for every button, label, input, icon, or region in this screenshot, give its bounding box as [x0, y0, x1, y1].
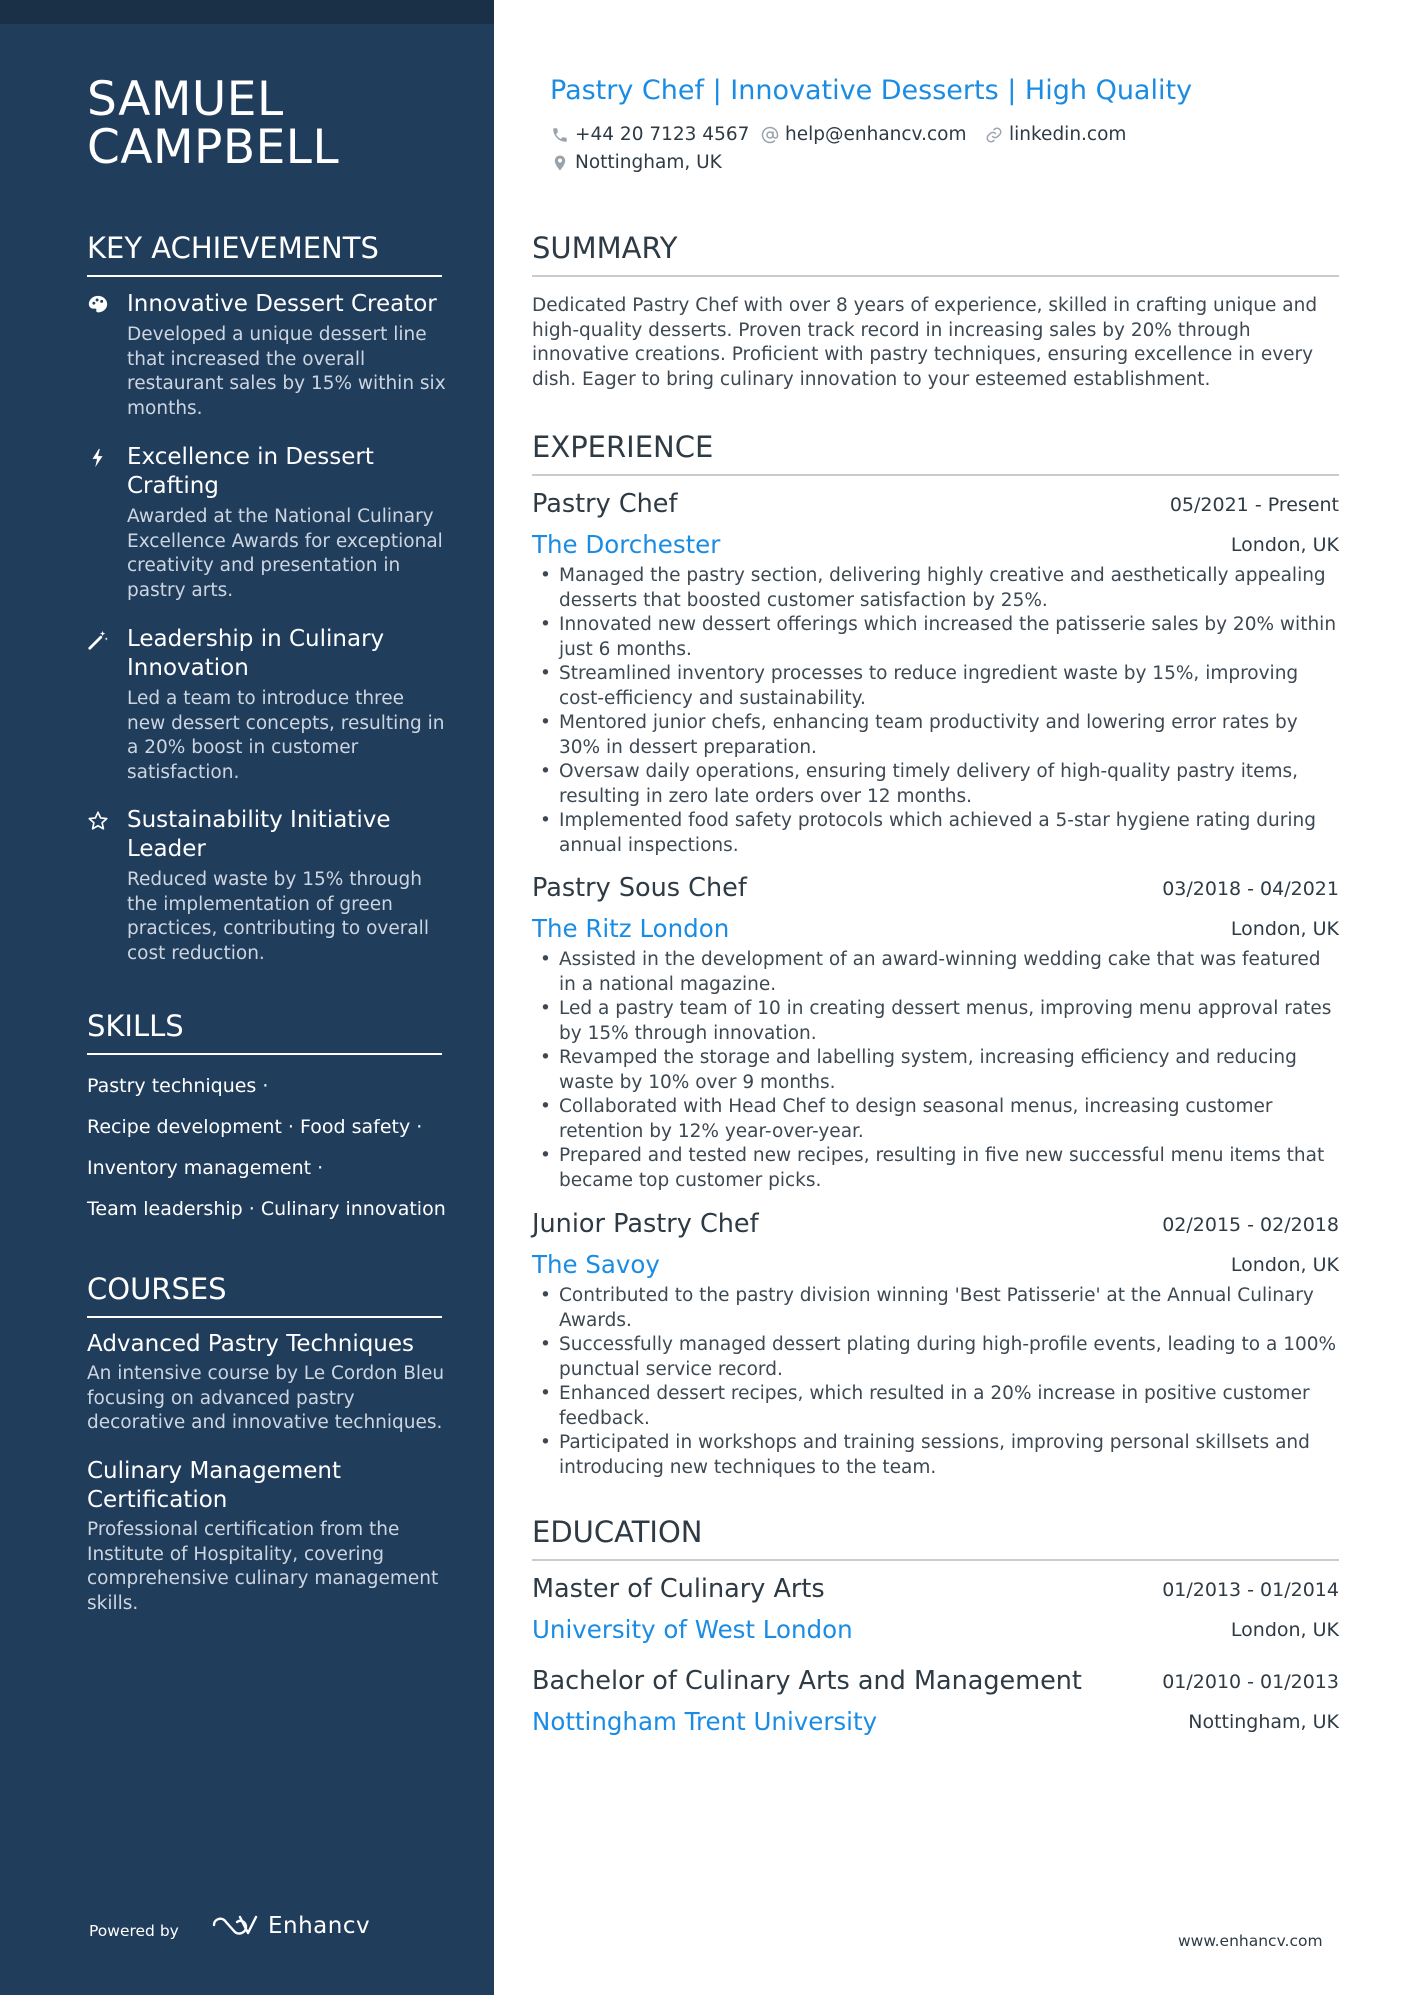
lightning-icon [87, 447, 109, 469]
magic-wand-icon [87, 629, 109, 651]
powered-by-label: Powered by [89, 1922, 179, 1940]
headline: Pastry Chef | Innovative Desserts | High Quality [550, 75, 1193, 106]
achievement-item [87, 443, 447, 603]
experience-heading: EXPERIENCE [532, 430, 1339, 476]
job-location: London, UK [1230, 1254, 1339, 1276]
company-name: The Ritz London [532, 914, 730, 943]
course-item [87, 1330, 447, 1436]
bullet-item: • Revamped the storage and labelling system, increasing efficiency and reducing waste by 10% over 9 months. [532, 1046, 1339, 1095]
phone-contact[interactable] [551, 124, 749, 145]
achievement-title: Leadership in Culinary Innovation [127, 626, 385, 681]
bullet-item: • Managed the pastry section, delivering highly creative and aesthetically appealing desserts that boosted customer satisfaction by 25%. [532, 564, 1339, 613]
bullet-item: • Innovated new dessert offerings which increased the patisserie sales by 20% within just 6 months. [532, 613, 1339, 662]
bullet-item: • Contributed to the pastry division winning 'Best Patisserie' at the Annual Culinary Awards. [532, 1284, 1339, 1333]
achievement-desc: Led a team to introduce three new dessert concepts, resulting in a 20% boost in customer satisfaction. [127, 688, 445, 783]
degree-title: Bachelor of Culinary Arts and Management [532, 1666, 1082, 1696]
course-title: Advanced Pastry Techniques [87, 1331, 415, 1357]
skill-line: Team leadership · Culinary innovation [87, 1198, 446, 1220]
phone-text: +44 20 7123 4567 [575, 124, 750, 145]
link-icon [985, 126, 1003, 144]
school-name: Nottingham Trent University [532, 1707, 878, 1736]
bullet-item: • Participated in workshops and training sessions, improving personal skillsets and introducing new techniques to the team. [532, 1431, 1339, 1480]
bullet-item: • Implemented food safety protocols which achieved a 5-star hygiene rating during annual inspections. [532, 809, 1339, 858]
job-bullets [532, 948, 1339, 1193]
achievement-title: Excellence in Dessert Crafting [127, 444, 374, 499]
company-name: The Savoy [532, 1250, 660, 1279]
linkedin-contact[interactable] [985, 124, 1126, 145]
bullet-item: • Led a pastry team of 10 in creating dessert menus, improving menu approval rates by 15% through innovation. [532, 997, 1339, 1046]
summary-text: Dedicated Pastry Chef with over 8 years of experience, skilled in crafting unique and high-quality desserts. Proven track record in increasing sales by 20% through innovative creations. Proficient with pastry techniques, ensuring excellence in every dish. Eager to bring culinary innovation to your esteemed establishment. [532, 295, 1318, 390]
job-bullets [532, 564, 1339, 858]
job-dates: 03/2018 - 04/2021 [1162, 878, 1339, 900]
bullet-item: • Successfully managed dessert plating during high-profile events, leading to a 100% punctual service record. [532, 1333, 1339, 1382]
skill-line: Pastry techniques · [87, 1075, 269, 1097]
location-contact [551, 152, 722, 173]
school-name: University of West London [532, 1615, 853, 1644]
education-item [532, 1573, 1339, 1646]
experience-item [532, 1208, 1339, 1480]
course-desc: Professional certification from the Institute of Hospitality, covering comprehensive culinary management skills. [87, 1519, 439, 1614]
degree-title: Master of Culinary Arts [532, 1574, 825, 1604]
education-dates: 01/2010 - 01/2013 [1162, 1671, 1339, 1693]
courses-heading: COURSES [87, 1272, 442, 1318]
job-location: London, UK [1230, 534, 1339, 556]
skill-line: Recipe development · Food safety · [87, 1116, 423, 1138]
summary-heading: SUMMARY [532, 231, 1339, 277]
achievement-item [87, 806, 447, 966]
star-icon [87, 810, 109, 832]
experience-item [532, 488, 1339, 858]
sidebar [0, 0, 494, 1995]
achievement-desc: Reduced waste by 15% through the implementation of green practices, contributing to overall cost reduction. [127, 869, 429, 964]
enhancv-logo-icon [210, 1911, 260, 1939]
achievement-item [87, 290, 447, 421]
email-contact[interactable] [761, 124, 966, 145]
enhancv-logo-text: Enhancv [268, 1913, 371, 1939]
candidate-name: SAMUEL CAMPBELL [87, 72, 340, 175]
bullet-item: • Assisted in the development of an award-winning wedding cake that was featured in a national magazine. [532, 948, 1339, 997]
linkedin-text: linkedin.com [1009, 124, 1127, 145]
bullet-item: • Prepared and tested new recipes, resulting in five new successful menu items that became top customer picks. [532, 1144, 1339, 1193]
course-title: Culinary Management Certification [87, 1458, 341, 1513]
at-sign-icon [761, 126, 779, 144]
achievements-heading: KEY ACHIEVEMENTS [87, 231, 442, 277]
achievement-title: Sustainability Initiative Leader [127, 807, 391, 862]
sidebar-top-bar [0, 0, 494, 24]
skills-list [87, 1066, 447, 1230]
skills-heading: SKILLS [87, 1009, 442, 1055]
job-location: London, UK [1230, 918, 1339, 940]
achievement-desc: Awarded at the National Culinary Excellence Awards for exceptional creativity and presentation in pastry arts. [127, 506, 443, 601]
bullet-item: • Enhanced dessert recipes, which resulted in a 20% increase in positive customer feedback. [532, 1382, 1339, 1431]
footer-url[interactable]: www.enhancv.com [1178, 1932, 1323, 1950]
bullet-item: • Oversaw daily operations, ensuring timely delivery of high-quality pastry items, resulting in zero late orders over 12 months. [532, 760, 1339, 809]
course-item [87, 1457, 447, 1616]
experience-item [532, 872, 1339, 1193]
job-title: Junior Pastry Chef [532, 1209, 759, 1239]
education-dates: 01/2013 - 01/2014 [1162, 1579, 1339, 1601]
job-bullets [532, 1284, 1339, 1480]
course-desc: An intensive course by Le Cordon Bleu focusing on advanced pastry decorative and innovative techniques. [87, 1363, 445, 1433]
education-location: Nottingham, UK [1188, 1711, 1339, 1733]
company-name: The Dorchester [532, 530, 721, 559]
education-location: London, UK [1230, 1619, 1339, 1641]
job-dates: 02/2015 - 02/2018 [1162, 1214, 1339, 1236]
skill-line: Inventory management · [87, 1157, 324, 1179]
palette-icon [87, 294, 109, 316]
location-text: Nottingham, UK [575, 152, 722, 173]
education-heading: EDUCATION [532, 1515, 1339, 1561]
achievement-title: Innovative Dessert Creator [127, 291, 437, 317]
achievement-item [87, 625, 447, 785]
education-item [532, 1665, 1339, 1738]
bullet-item: • Mentored junior chefs, enhancing team productivity and lowering error rates by 30% in dessert preparation. [532, 711, 1339, 760]
job-title: Pastry Sous Chef [532, 873, 747, 903]
job-dates: 05/2021 - Present [1169, 494, 1339, 516]
phone-icon [551, 126, 569, 144]
bullet-item: • Collaborated with Head Chef to design seasonal menus, increasing customer retention by 12% year-over-year. [532, 1095, 1339, 1144]
location-pin-icon [551, 154, 569, 172]
bullet-item: • Streamlined inventory processes to reduce ingredient waste by 15%, improving cost-efficiency and sustainability. [532, 662, 1339, 711]
job-title: Pastry Chef [532, 489, 678, 519]
achievement-desc: Developed a unique dessert line that increased the overall restaurant sales by 15% within six months. [127, 324, 446, 419]
email-text: help@enhancv.com [785, 124, 967, 145]
